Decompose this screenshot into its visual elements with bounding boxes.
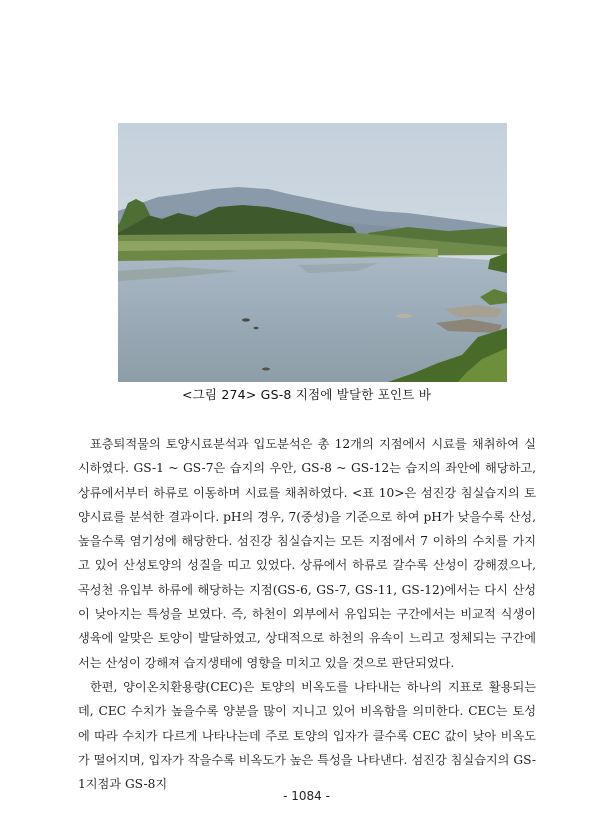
paragraph: 한편, 양이온치환용량(CEC)은 토양의 비옥도를 나타내는 하나의 지표로 활용되는데, CEC 수치가 높을수록 양분을 많이 지니고 있어 비옥함을 의미한다. CEC는 토성에 따라 수치가 다르게 나타나는데 주로 토양의 입자가 클수록 CEC 값이 낮아 비옥도가 떨어지며, 입자가 작을수록 비옥도가 높은 특성을 나타낸다. 섬진강 침실습지의 GS-1지점과 GS-8지: [78, 679, 536, 792]
page-number: - 1084 -: [283, 789, 330, 803]
paragraph: 표층퇴적물의 토양시료분석과 입도분석은 총 12개의 지점에서 시료를 채취하여 실시하였다. GS-1 ~ GS-7은 습지의 우안, GS-8 ~ GS-12는 습지의 좌안에 해당하고, 상류에서부터 하류로 이동하며 시료를 채취하였다. <표 10>은 섬진강 침실습지의 토양시료를 분석한 결과이다. pH의 경우, 7(중성)을 기준으로 하여 pH가 낮을수록 산성, 높을수록 염기성에 해당한다. 섬진강 침실습지는 모든 지점에서 7 이하의 수치를 가지고 있어 산성토양의 성질을 띠고 있었다. 상류에서 하류로 갈수록 산성이 강해졌으나, 곡성천 유입부 하류에 해당하는 지점(GS-6, GS-7, GS-11, GS-12)에서는 다시 산성이 낮아지는 특성을 보였다. 즉, 하천이 외부에서 유입되는 구간에서는 비교적 식생이 생육에 알맞은 토양이 발달하였고, 상대적으로 하천의 유속이 느리고 정체되는 구간에서는 산성이 강해져 습지생태에 영향을 미치고 있을 것으로 판단되었다.: [78, 437, 536, 670]
body-text: [78, 432, 536, 796]
river-landscape-illustration: [118, 123, 507, 382]
river-landscape-photo: [118, 123, 507, 382]
figure-caption: <그림 274> GS-8 지점에 발달한 포인트 바: [181, 387, 432, 402]
